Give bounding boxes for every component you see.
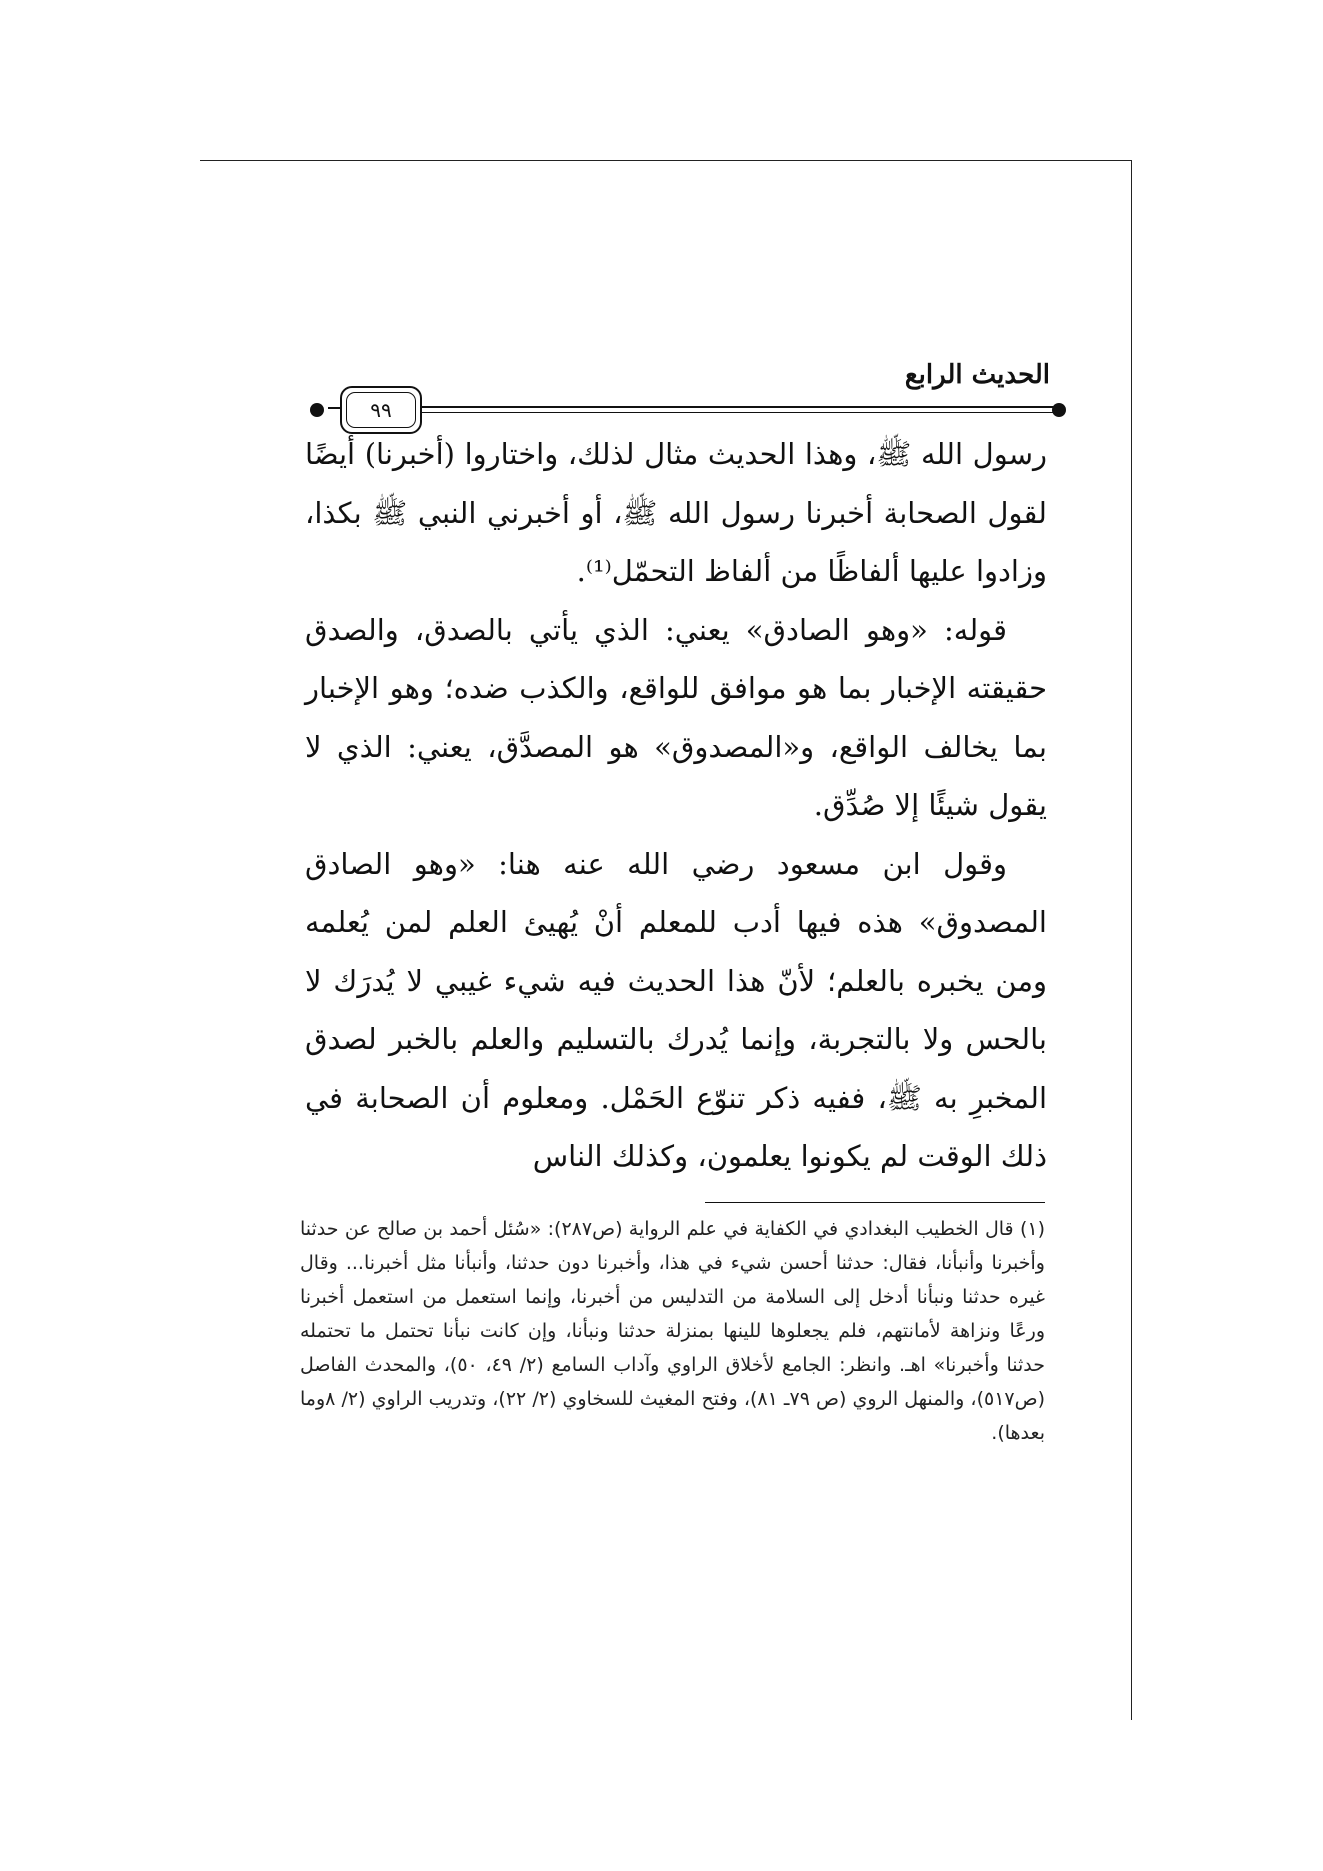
footnotes (300, 1212, 1045, 1450)
paragraph-1: رسول الله ﷺ، وهذا الحديث مثال لذلك، واختاروا (أخبرنا) أيضًا لقول الصحابة أخبرنا رسول الله ﷺ، أو أخبرني النبي ﷺ بكذا، وزادوا عليها ألفاظًا من ألفاظ التحمّل⁽¹⁾. (305, 437, 1047, 588)
crop-mark-top (200, 160, 1132, 161)
page-number: ٩٩ (340, 386, 422, 434)
header-rule-thin (420, 412, 1058, 413)
chapter-title: الحديث الرابع (904, 360, 1050, 390)
crop-mark-right (1131, 160, 1132, 1720)
paragraph-3: وقول ابن مسعود رضي الله عنه هنا: «وهو الصادق المصدوق» هذه فيها أدب للمعلم أنْ يُهيئ العلم لمن يُعلمه ومن يخبره بالعلم؛ لأنّ هذا الحديث فيه شيء غيبي لا يُدرَك لا بالحس ولا بالتجربة، وإنما يُدرك بالتسليم والعلم بالخبر لصدق المخبرِ به ﷺ، ففيه ذكر تنوّع الحَمْل. ومعلوم أن الصحابة في ذلك الوقت لم يكونوا يعلمون، وكذلك الناس (305, 846, 1047, 1173)
header-rule (420, 406, 1058, 408)
header-ornament-left (310, 403, 324, 417)
page-header (300, 360, 1060, 420)
main-text (305, 425, 1047, 1186)
footnote-1: (١) قال الخطيب البغدادي في الكفاية في علم الرواية (ص٢٨٧): «سُئل أحمد بن صالح عن حدثنا وأخبرنا وأنبأنا، فقال: حدثنا أحسن شيء في هذا، وأخبرنا دون حدثنا، وأنبأنا مثل أخبرنا... وقال غيره حدثنا ونبأنا أدخل إلى السلامة من التدليس من أخبرنا، وإنما استعمل من استعمل أخبرنا ورعًا ونزاهة لأمانتهم، فلم يجعلوها للينها بمنزلة حدثنا ونبأنا، وإن كانت نبأنا تحتمل ما تحتمله حدثنا وأخبرنا» اهـ. وانظر: الجامع لأخلاق الراوي وآداب السامع (٢/ ٤٩، ٥٠)، والمحدث الفاصل (ص٥١٧)، والمنهل الروي (ص ٧٩ـ ٨١)، وفتح المغيث للسخاوي (٢/ ٢٢)، وتدريب الراوي (٢/ ٨وما بعدها). (300, 1218, 1045, 1444)
footnote-separator (705, 1202, 1045, 1203)
header-ornament-right (1052, 403, 1066, 417)
paragraph-2: قوله: «وهو الصادق» يعني: الذي يأتي بالصدق، والصدق حقيقته الإخبار بما هو موافق للواقع، والكذب ضده؛ وهو الإخبار بما يخالف الواقع، و«المصدوق» هو المصدَّق، يعني: الذي لا يقول شيئًا إلا صُدِّق. (305, 612, 1047, 822)
